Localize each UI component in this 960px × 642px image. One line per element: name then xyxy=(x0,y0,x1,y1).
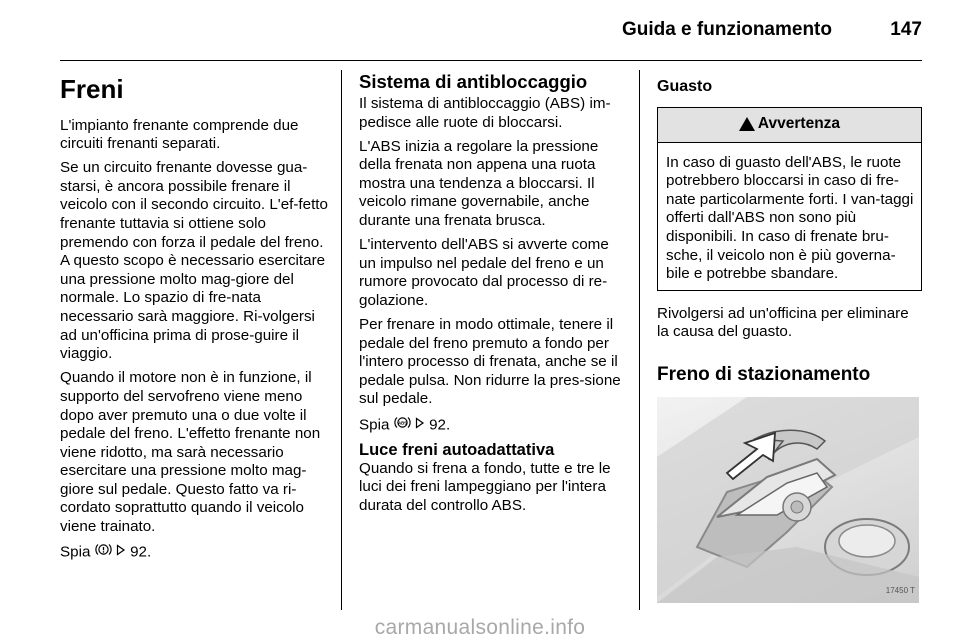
warning-light-ref xyxy=(359,415,622,436)
column-fault xyxy=(657,70,922,603)
paragraph: Quando si frena a fondo, tutte e tre le luci dei freni lampeggiano per l'intera durata del controllo ABS. xyxy=(359,459,611,514)
warning-light-ref xyxy=(60,542,328,563)
page-ref-arrow-icon xyxy=(116,543,126,562)
column-abs xyxy=(359,70,622,521)
paragraph: Il sistema di antibloccaggio (ABS) im-pedisce alle ruote di bloccarsi. xyxy=(359,95,611,131)
heading-freni: Freni xyxy=(60,74,124,104)
spia-label: Spia xyxy=(60,543,91,561)
page-ref-arrow-icon xyxy=(415,416,425,435)
figure-code: 17450 T xyxy=(885,585,915,595)
heading-guasto: Guasto xyxy=(657,78,713,95)
parking-brake-illustration xyxy=(657,397,919,603)
paragraph: L'ABS inizia a regolare la pressione della frenata non appena una ruota mostra una tendenza a bloccarsi. Il veicolo rimane governabile, anche durante una frenata brusca. xyxy=(359,137,599,230)
watermark: carmanualsonline.info xyxy=(374,616,586,639)
section-title: Guida e funzionamento xyxy=(621,19,832,40)
paragraph: L'impianto frenante comprende due circuiti frenanti separati. xyxy=(60,116,299,153)
page-number: 147 xyxy=(890,19,922,40)
page-header xyxy=(0,0,960,60)
page-ref[interactable]: 92. xyxy=(130,543,152,561)
brake-warning-icon xyxy=(95,542,112,563)
spia-label: Spia xyxy=(359,415,390,433)
warning-title: Avvertenza xyxy=(757,115,841,133)
paragraph: Quando il motore non è in funzione, il supporto del servofreno viene meno dopo aver premuto una o due volte il pedale del freno. L'effetto frenante non viene ridotto, ma sarà necessario esercitare una pressione molto mag-giore sul pedale. Questo fatto va ri-cordato soprattutto quando il veicolo viene trainato. xyxy=(60,369,321,536)
paragraph: Se un circuito frenante dovesse gua-starsi, è ancora possibile frenare il veicolo con il secondo circuito. L'ef-fetto frenante tuttavia si ottiene solo premendo con forza il pedale del freno. A questo scopo è necessario esercitare una pressione molto mag-giore del normale. Lo spazio di fre-nata necessario sarà maggiore. Ri-volgersi ad un'officina prima di prose-guire il viaggio. xyxy=(60,159,328,363)
warning-text: In caso di guasto dell'ABS, le ruote potrebbero bloccarsi in caso di fre-nate particolarmente forti. I van-taggi offerti dall'ABS non sono più disponibili. In caso di frenate bru-sche, il veicolo non è più governa-bile e potrebbe sbandare. xyxy=(666,153,914,283)
warning-triangle-icon xyxy=(739,117,755,131)
abs-warning-icon xyxy=(394,415,411,436)
heading-parking-brake: Freno di stazionamento xyxy=(657,363,871,385)
warning-header xyxy=(658,108,921,143)
page-ref[interactable]: 92. xyxy=(429,415,451,433)
paragraph: L'intervento dell'ABS si avverte come un impulso nel pedale del freno e un rumore provocato dal processo di re-golazione. xyxy=(359,236,609,309)
paragraph: Per frenare in modo ottimale, tenere il pedale del freno premuto a fondo per l'intero processo di frenata, anche se il pedale pulsa. Non ridurre la pres-sione sul pedale. xyxy=(359,316,621,408)
column-divider xyxy=(639,70,640,610)
heading-adaptive-brake-lights: Luce freni autoadattativa xyxy=(359,440,555,459)
paragraph: Rivolgersi ad un'officina per eliminare la causa del guasto. xyxy=(657,304,909,341)
column-divider xyxy=(341,70,342,610)
warning-box xyxy=(657,107,922,291)
column-brakes xyxy=(60,70,328,568)
heading-abs: Sistema di antibloccaggio xyxy=(359,71,588,92)
svg-text:ABS: ABS xyxy=(397,419,407,425)
header-rule xyxy=(60,60,922,61)
